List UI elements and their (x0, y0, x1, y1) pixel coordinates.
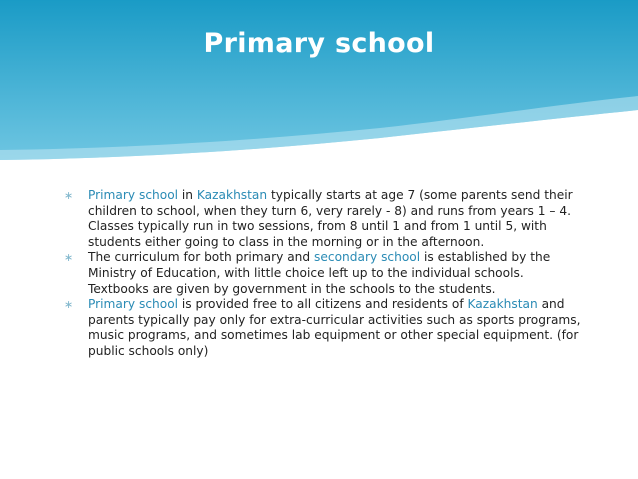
asterisk-bullet-icon: ∗ (64, 189, 74, 202)
list-item (62, 188, 582, 250)
bullet-text: and parents typically pay only for extra-curricular activities such as sports programs, music programs, and sometimes lab equipment or other special equipment. (for public schools only) (88, 297, 581, 358)
link-primary-school[interactable]: Primary school (88, 297, 179, 312)
link-kazakhstan[interactable]: Kazakhstan (196, 188, 268, 202)
link-primary-school[interactable]: Primary school (88, 188, 179, 202)
asterisk-bullet-icon: ∗ (64, 298, 74, 312)
bullet-list (62, 188, 582, 360)
link-secondary-school[interactable]: secondary school (314, 250, 421, 265)
slide-body (62, 188, 582, 360)
bullet-text: in (178, 188, 197, 202)
bullet-text: typically starts at age 7 (some parents send their children to school, when they turn 6, very rarely - 8) and runs from years 1 – 4. Classes typically run in two sessions, from 8 until 1 and from 1 until 5, with students either going to class in the morning or in the afternoon. (88, 188, 573, 249)
header-wave-background (0, 0, 638, 175)
list-item (62, 250, 582, 297)
list-item (62, 297, 582, 359)
bullet-text: The curriculum for both primary and (88, 250, 315, 265)
bullet-text: is provided free to all citizens and residents of (178, 297, 468, 312)
link-kazakhstan[interactable]: Kazakhstan (467, 297, 538, 312)
bullet-text: is established by the Ministry of Education, with little choice left up to the individual schools. Textbooks are given by government in the schools to the students. (88, 250, 551, 296)
slide-title: Primary school (203, 28, 435, 59)
asterisk-bullet-icon: ∗ (64, 251, 74, 265)
